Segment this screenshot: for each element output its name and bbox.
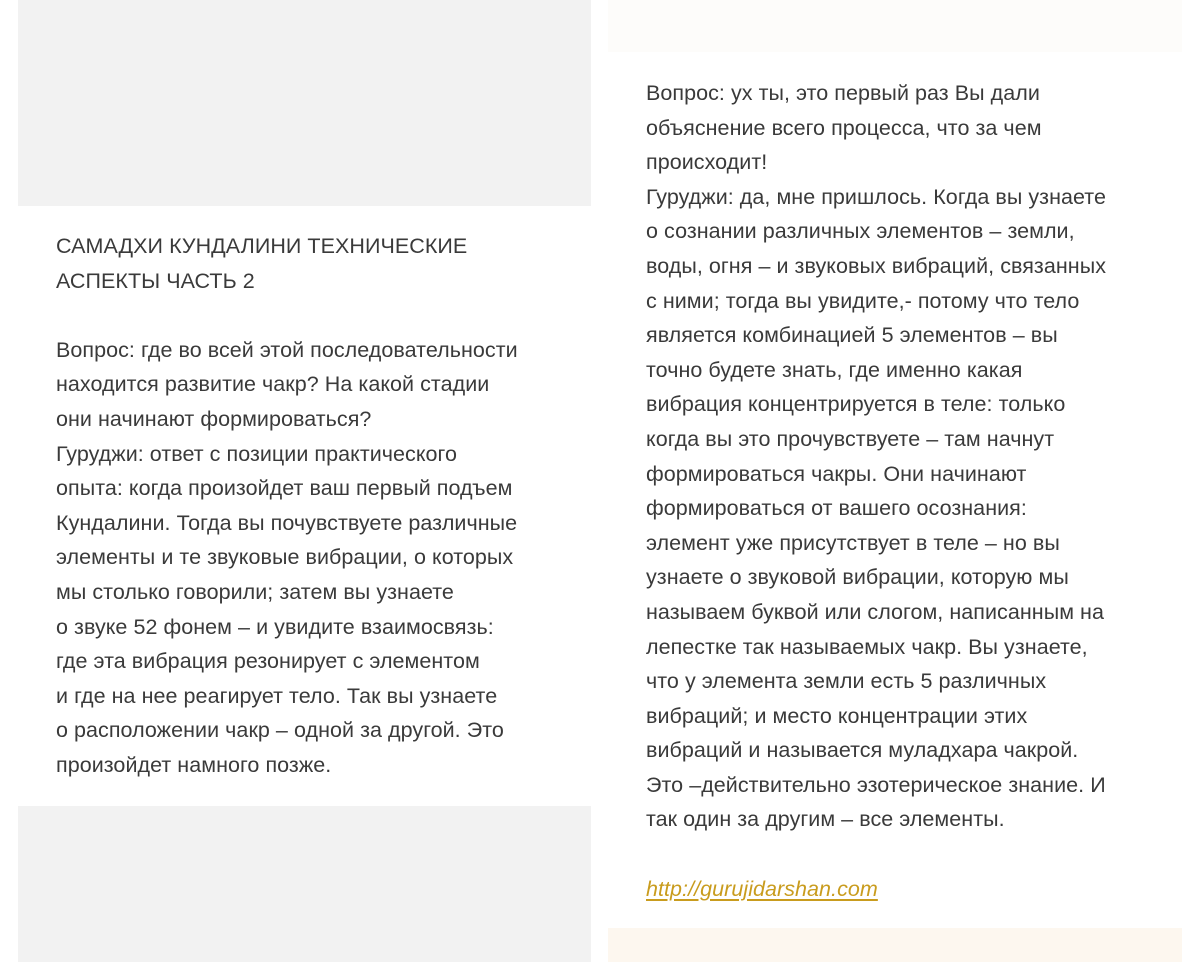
right-body-line: вибраций и называется муладхара чакрой. bbox=[646, 738, 1079, 763]
right-body-line: Вопрос: ух ты, это первый раз Вы дали bbox=[646, 81, 1040, 105]
source-link-line bbox=[646, 872, 1176, 907]
right-body-line: с ними; тогда вы увидите,- потому что тело bbox=[646, 288, 1080, 313]
right-body-line: лепестке так называемых чакр. Вы узнаете, bbox=[646, 634, 1088, 659]
right-body-line: формироваться от вашего осознания: bbox=[646, 496, 1027, 521]
right-body-line: вибрация концентрируется в теле: только bbox=[646, 392, 1066, 417]
left-body-line: опыта: когда произойдет ваш первый подъем bbox=[56, 476, 513, 501]
source-link[interactable]: http://gurujidarshan.com bbox=[646, 876, 878, 901]
right-article-text bbox=[646, 76, 1176, 906]
left-body-line: где эта вибрация резонирует с элементом bbox=[56, 649, 480, 674]
right-body-line: вибраций; и место концентрации этих bbox=[646, 703, 1028, 728]
right-body-line: когда вы это прочувствуете – там начнут bbox=[646, 426, 1055, 451]
right-body-line: точно будете знать, где именно какая bbox=[646, 357, 1023, 382]
right-body-line: происходит! bbox=[646, 150, 768, 175]
right-body-line: так один за другим – все элементы. bbox=[646, 807, 1005, 832]
left-body-line: Гуруджи: ответ с позиции практического bbox=[56, 441, 457, 466]
left-body-line: и где на нее реагирует тело. Так вы узнаете bbox=[56, 683, 498, 708]
left-article-text bbox=[56, 229, 586, 783]
left-body-line: Вопрос: где во всей этой последовательности bbox=[56, 337, 518, 362]
left-body-line: они начинают формироваться? bbox=[56, 406, 372, 431]
left-body-line: находится развитие чакр? На какой стадии bbox=[56, 372, 490, 397]
article-title-line-2: АСПЕКТЫ ЧАСТЬ 2 bbox=[56, 268, 255, 293]
right-body-line: что у элемента земли есть 5 различных bbox=[646, 669, 1047, 694]
right-body-line: формироваться чакры. Они начинают bbox=[646, 461, 1027, 486]
left-body-line: Кундалини. Тогда вы почувствуете различные bbox=[56, 510, 518, 535]
left-body-line: элементы и те звуковые вибрации, о которых bbox=[56, 545, 514, 570]
right-body-line: Это –действительно эзотерическое знание. И bbox=[646, 772, 1106, 797]
right-body-line: называем буквой или слогом, написанным на bbox=[646, 599, 1104, 624]
paragraph-gap bbox=[646, 837, 1176, 872]
right-body-line: Гуруджи: да, мне пришлось. Когда вы узнаете bbox=[646, 184, 1106, 209]
left-body-line: о расположении чакр – одной за другой. Это bbox=[56, 718, 504, 743]
paragraph-gap bbox=[56, 298, 586, 333]
article-title-line-1: САМАДХИ КУНДАЛИНИ ТЕХНИЧЕСКИЕ bbox=[56, 234, 468, 258]
right-body-line: объяснение всего процесса, что за чем bbox=[646, 115, 1042, 140]
right-body-line: элемент уже присутствует в теле – но вы bbox=[646, 530, 1060, 555]
right-body-line: о сознании различных элементов – земли, bbox=[646, 219, 1075, 244]
right-body-line: воды, огня – и звуковых вибраций, связанных bbox=[646, 253, 1107, 278]
left-body-line: произойдет намного позже. bbox=[56, 752, 332, 777]
left-body-line: мы столько говорили; затем вы узнаете bbox=[56, 579, 454, 604]
right-body-line: узнаете о звуковой вибрации, которую мы bbox=[646, 565, 1069, 590]
right-bottom-strip bbox=[608, 928, 1182, 962]
left-body-line: о звуке 52 фонем – и увидите взаимосвязь: bbox=[56, 614, 494, 639]
right-body-line: является комбинацией 5 элементов – вы bbox=[646, 323, 1058, 348]
